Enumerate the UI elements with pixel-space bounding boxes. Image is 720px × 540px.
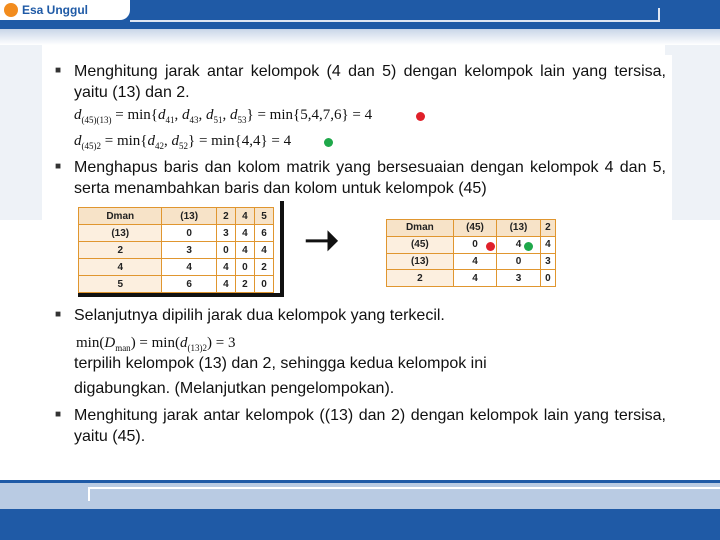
table-row [79,225,274,242]
table-cell: 0 [540,270,555,287]
table-cell: 3 [216,225,235,242]
table-cell: 4 [216,276,235,293]
bullet-item-3 [42,305,672,326]
table-cell: (13) [162,208,216,225]
table-cell: 4 [216,259,235,276]
bullet-item-4 [42,405,672,447]
table-cell: 4 [497,236,541,253]
table-cell: (13) [497,220,541,237]
footer-decor-line [88,487,720,501]
table-cell: 4 [254,242,273,259]
table-cell: 0 [162,225,216,242]
table-cell: 4 [540,236,555,253]
bullet-text: Menghitung jarak antar kelompok (4 dan 5) dengan kelompok lain yang tersisa, yaitu (13) dan 2. [74,63,666,101]
table-cell: Dman [79,208,162,225]
right-panel [665,45,720,220]
slide-content [42,55,672,450]
table-cell: 2 [79,242,162,259]
table-cell: (13) [79,225,162,242]
bullet-text: Selanjutnya dipilih jarak dua kelompok yang terkecil. [74,307,445,324]
table-cell: 3 [540,253,555,270]
table-cell: 5 [79,276,162,293]
logo-icon [4,3,18,17]
table-cell: 4 [453,270,497,287]
logo [0,0,130,20]
distance-matrix-right [386,219,556,287]
green-dot-marker [324,138,333,147]
formula-d45-13: $d_{(45)(13)} = \min\{d_{41}$, $d_{43}$, $d_{51}$, $d_{53}\} = \min\{5,4,7,6\} = 4$ [74,107,373,125]
table-cell: 6 [162,276,216,293]
table-row [387,253,556,270]
matrix-vertical-bar [280,201,284,297]
bullet-item-1 [42,61,672,103]
matrix-horizontal-bar [78,293,284,297]
bullet-icon: ■ [54,161,62,172]
paragraph-line-2: digabungkan. (Melanjutkan pengelompokan). [74,380,395,397]
table-header-row [387,220,556,237]
table-cell: 4 [235,242,254,259]
paragraph-line-1: terpilih kelompok (13) dan 2, sehingga kedua kelompok ini [74,355,487,372]
bullet-text: Menghitung jarak antar kelompok ((13) dan 2) dengan kelompok lain yang tersisa, yaitu (45). [74,407,666,445]
table-row [387,270,556,287]
table-cell: 0 [254,276,273,293]
table-cell: (13) [387,253,454,270]
table-row [79,276,274,293]
table-row [79,242,274,259]
table-cell: 2 [216,208,235,225]
left-panel [0,45,42,220]
table-cell: 4 [235,208,254,225]
table-cell: 4 [162,259,216,276]
table-cell: 3 [497,270,541,287]
table-cell: 0 [497,253,541,270]
table-cell: 4 [79,259,162,276]
table-cell: 5 [254,208,273,225]
table-cell: 0 [216,242,235,259]
table-header-row [79,208,274,225]
table-cell: (45) [387,236,454,253]
green-dot-marker [524,242,533,251]
formula-d45-2: $d_{(45)2} = \min\{d_{42}$, $d_{52}\} = \min\{4,4\} = 4$ [74,133,292,151]
table-cell: Dman [387,220,454,237]
distance-matrix-left [78,207,274,293]
formula-min-dman: $\min(D_{man}) = \min(d_{(13)2}) = 3$ [76,335,236,353]
header-bar [0,0,720,29]
table-cell: 6 [254,225,273,242]
table-cell: 0 [235,259,254,276]
table-row [79,259,274,276]
bullet-icon: ■ [54,65,62,76]
arrow-right-icon: ➝ [304,216,340,263]
table-cell: 4 [235,225,254,242]
table-cell: (45) [453,220,497,237]
bullet-item-2 [42,157,672,199]
table-cell: 3 [162,242,216,259]
table-cell: 4 [453,253,497,270]
logo-text: Esa Unggul [22,3,89,17]
header-fade [0,29,720,45]
header-decor-line [130,8,660,22]
bullet-icon: ■ [54,309,62,320]
table-cell: 0 [453,236,497,253]
table-cell: 2 [254,259,273,276]
table-cell: 2 [235,276,254,293]
table-cell: 2 [387,270,454,287]
red-dot-marker [416,112,425,121]
bullet-text: Menghapus baris dan kolom matrik yang bersesuaian dengan kelompok 4 dan 5, serta menambahkan baris dan kolom untuk kelompok (45) [74,159,666,197]
bullet-icon: ■ [54,409,62,420]
red-dot-marker [486,242,495,251]
table-cell: 2 [540,220,555,237]
